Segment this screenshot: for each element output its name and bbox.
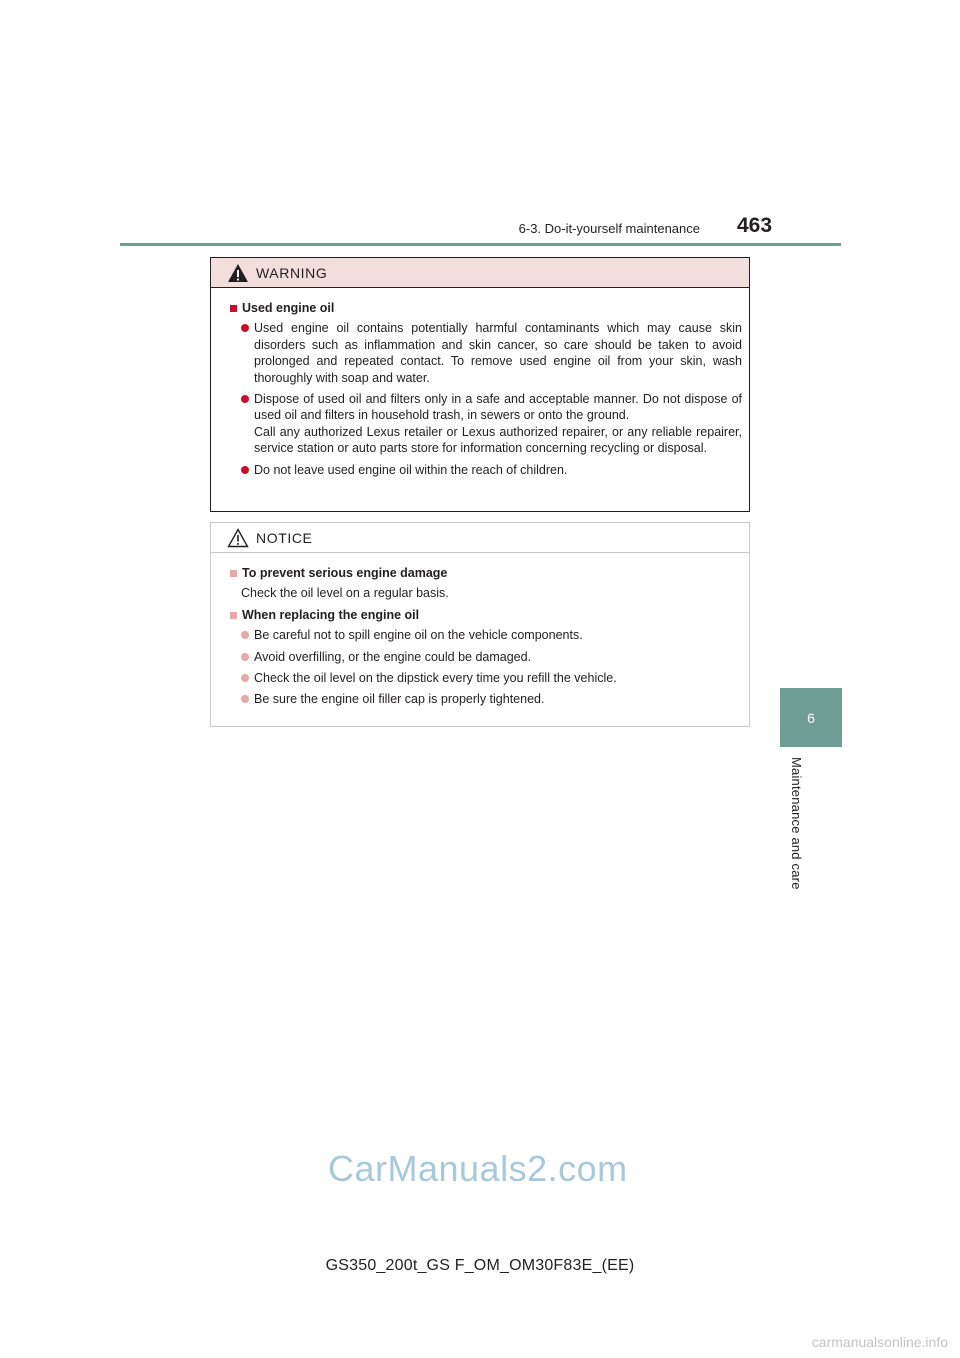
warning-box	[210, 257, 750, 512]
notice-title: NOTICE	[256, 529, 313, 546]
bullet-icon	[241, 324, 249, 332]
notice-body	[211, 553, 749, 708]
notice-section-heading: When replacing the engine oil	[229, 607, 742, 623]
chapter-number: 6	[807, 709, 815, 726]
list-item: Check the oil level on the dipstick every time you refill the vehicle.	[229, 670, 742, 686]
bullet-icon	[241, 653, 249, 661]
list-item: Be careful not to spill engine oil on the vehicle components.	[229, 627, 742, 643]
warning-header	[211, 258, 749, 288]
list-item: Be sure the engine oil filler cap is properly tightened.	[229, 691, 742, 707]
square-bullet-icon	[230, 570, 237, 577]
bullet-icon	[241, 466, 249, 474]
notice-text: Check the oil level on a regular basis.	[241, 586, 449, 601]
warning-icon	[227, 263, 249, 283]
site-mark: carmanualsonline.info	[811, 1334, 948, 1350]
bullet-icon	[241, 395, 249, 403]
bullet-icon	[241, 674, 249, 682]
list-item: Used engine oil contains potentially harmful contaminants which may cause skin disorders such as inflammation and skin cancer, so care should be taken to avoid prolonged and repeated contact. To remove used engine oil from your skin, wash thoroughly with soap and water.	[229, 320, 742, 386]
header-rule	[120, 243, 841, 246]
list-item: Avoid overfilling, or the engine could be damaged.	[229, 649, 742, 665]
notice-header	[211, 523, 749, 553]
warning-body	[211, 288, 749, 478]
notice-section-heading: To prevent serious engine damage	[229, 565, 742, 581]
chapter-label: Maintenance and care	[789, 757, 804, 890]
caution-icon	[227, 528, 249, 548]
section-title: 6-3. Do-it-yourself maintenance	[518, 221, 700, 236]
chapter-tab	[780, 688, 842, 747]
list-item: Dispose of used oil and filters only in a safe and acceptable manner. Do not dispose of used oil and filters in household trash, in sewers or onto the ground. Call any authorized Lexus retailer or Lexus authorized repairer, or any reliable repairer, service station or auto parts store for information concerning recycling or disposal.	[229, 391, 742, 457]
warning-section-heading: Used engine oil	[229, 300, 742, 316]
notice-box	[210, 522, 750, 727]
page-number: 463	[737, 214, 773, 237]
document-code: GS350_200t_GS F_OM_OM30F83E_(EE)	[325, 1257, 635, 1274]
warning-title: WARNING	[256, 264, 328, 281]
square-bullet-icon	[230, 612, 237, 619]
list-item: Do not leave used engine oil within the reach of children.	[229, 462, 742, 478]
bullet-icon	[241, 695, 249, 703]
bullet-icon	[241, 631, 249, 639]
square-bullet-icon	[230, 305, 237, 312]
watermark: CarManuals2.com	[328, 1148, 628, 1189]
